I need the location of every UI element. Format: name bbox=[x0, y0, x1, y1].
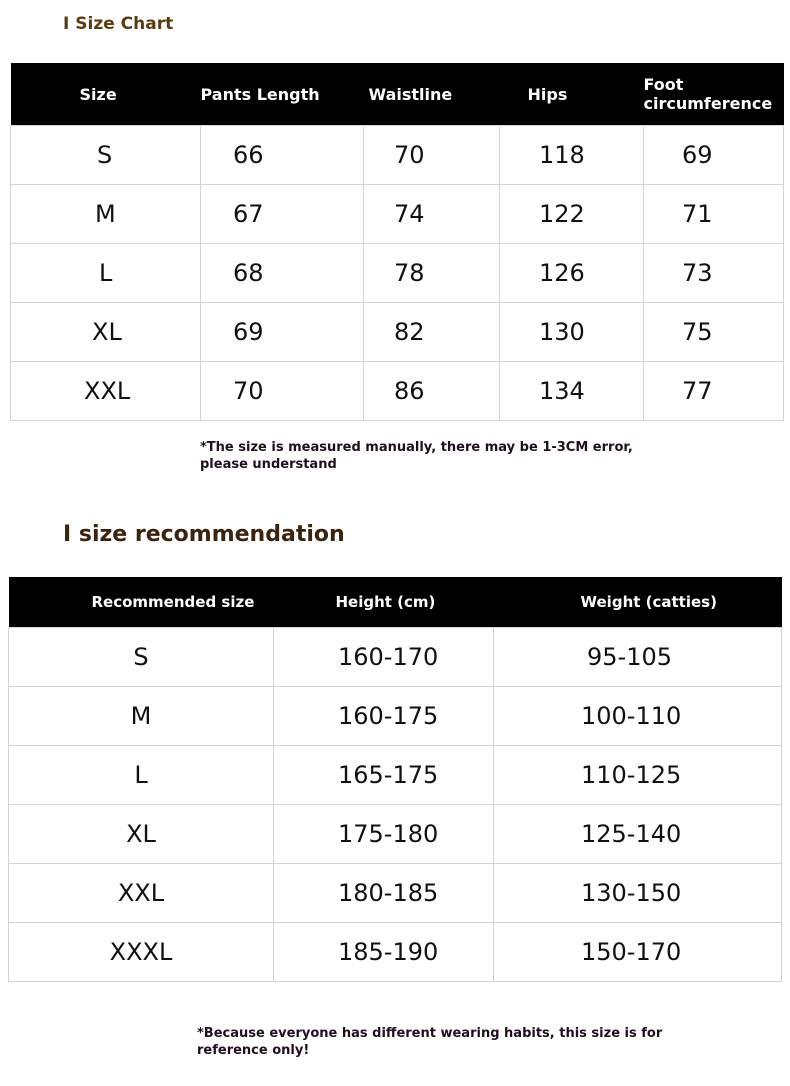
recommendation-row bbox=[9, 687, 782, 746]
height-cell: 160-170 bbox=[274, 628, 494, 687]
weight-cell: 110-125 bbox=[494, 746, 782, 805]
pants-length-cell: 68 bbox=[201, 244, 364, 303]
foot-circumference-cell: 69 bbox=[644, 126, 784, 185]
recommendation-row bbox=[9, 864, 782, 923]
height-cell: 160-175 bbox=[274, 687, 494, 746]
recommended-size-cell: L bbox=[9, 746, 274, 805]
recommendation-note: *Because everyone has different wearing habits, this size is for reference only! bbox=[197, 1026, 663, 1058]
waistline-cell: 74 bbox=[364, 185, 500, 244]
size-chart-header-row bbox=[11, 63, 784, 126]
foot-circumference-cell: 77 bbox=[644, 362, 784, 421]
pants-length-cell: 67 bbox=[201, 185, 364, 244]
recommendation-row bbox=[9, 805, 782, 864]
recommended-size-cell: M bbox=[9, 687, 274, 746]
height-cell: 165-175 bbox=[274, 746, 494, 805]
recommended-size-cell: XL bbox=[9, 805, 274, 864]
waistline-cell: 82 bbox=[364, 303, 500, 362]
pants-length-cell: 70 bbox=[201, 362, 364, 421]
size-cell: XXL bbox=[11, 362, 201, 421]
waistline-cell: 86 bbox=[364, 362, 500, 421]
recommendation-row bbox=[9, 746, 782, 805]
foot-circumference-header: Foot circumference bbox=[644, 63, 784, 126]
recommendation-row bbox=[9, 628, 782, 687]
recommended-size-cell: XXXL bbox=[9, 923, 274, 982]
pants-length-header: Pants Length bbox=[201, 63, 364, 126]
waistline-cell: 78 bbox=[364, 244, 500, 303]
hips-cell: 126 bbox=[500, 244, 644, 303]
hips-header: Hips bbox=[500, 63, 644, 126]
foot-circumference-cell: 75 bbox=[644, 303, 784, 362]
size-chart-row bbox=[11, 126, 784, 185]
weight-cell: 150-170 bbox=[494, 923, 782, 982]
weight-header: Weight (catties) bbox=[494, 577, 782, 628]
size-cell: XL bbox=[11, 303, 201, 362]
pants-length-cell: 66 bbox=[201, 126, 364, 185]
size-chart-title: I Size Chart bbox=[63, 14, 174, 34]
height-cell: 180-185 bbox=[274, 864, 494, 923]
size-recommendation-table bbox=[8, 577, 782, 982]
waistline-cell: 70 bbox=[364, 126, 500, 185]
size-chart-row bbox=[11, 244, 784, 303]
weight-cell: 130-150 bbox=[494, 864, 782, 923]
size-chart-table bbox=[10, 63, 784, 421]
hips-cell: 122 bbox=[500, 185, 644, 244]
hips-cell: 130 bbox=[500, 303, 644, 362]
waistline-header: Waistline bbox=[364, 63, 500, 126]
size-chart-row bbox=[11, 303, 784, 362]
foot-circumference-cell: 71 bbox=[644, 185, 784, 244]
weight-cell: 95-105 bbox=[494, 628, 782, 687]
size-cell: L bbox=[11, 244, 201, 303]
size-chart-row bbox=[11, 185, 784, 244]
weight-cell: 100-110 bbox=[494, 687, 782, 746]
size-cell: S bbox=[11, 126, 201, 185]
recommendation-row bbox=[9, 923, 782, 982]
recommended-size-cell: XXL bbox=[9, 864, 274, 923]
hips-cell: 118 bbox=[500, 126, 644, 185]
foot-circumference-cell: 73 bbox=[644, 244, 784, 303]
size-recommendation-title: I size recommendation bbox=[63, 522, 345, 547]
height-cell: 175-180 bbox=[274, 805, 494, 864]
size-chart-row bbox=[11, 362, 784, 421]
size-cell: M bbox=[11, 185, 201, 244]
recommendation-header-row bbox=[9, 577, 782, 628]
size-chart-note: *The size is measured manually, there may be 1-3CM error, please understand bbox=[200, 440, 633, 472]
pants-length-cell: 69 bbox=[201, 303, 364, 362]
recommended-size-header: Recommended size bbox=[9, 577, 274, 628]
height-cell: 185-190 bbox=[274, 923, 494, 982]
size-header: Size bbox=[11, 63, 201, 126]
height-header: Height (cm) bbox=[274, 577, 494, 628]
hips-cell: 134 bbox=[500, 362, 644, 421]
recommended-size-cell: S bbox=[9, 628, 274, 687]
weight-cell: 125-140 bbox=[494, 805, 782, 864]
